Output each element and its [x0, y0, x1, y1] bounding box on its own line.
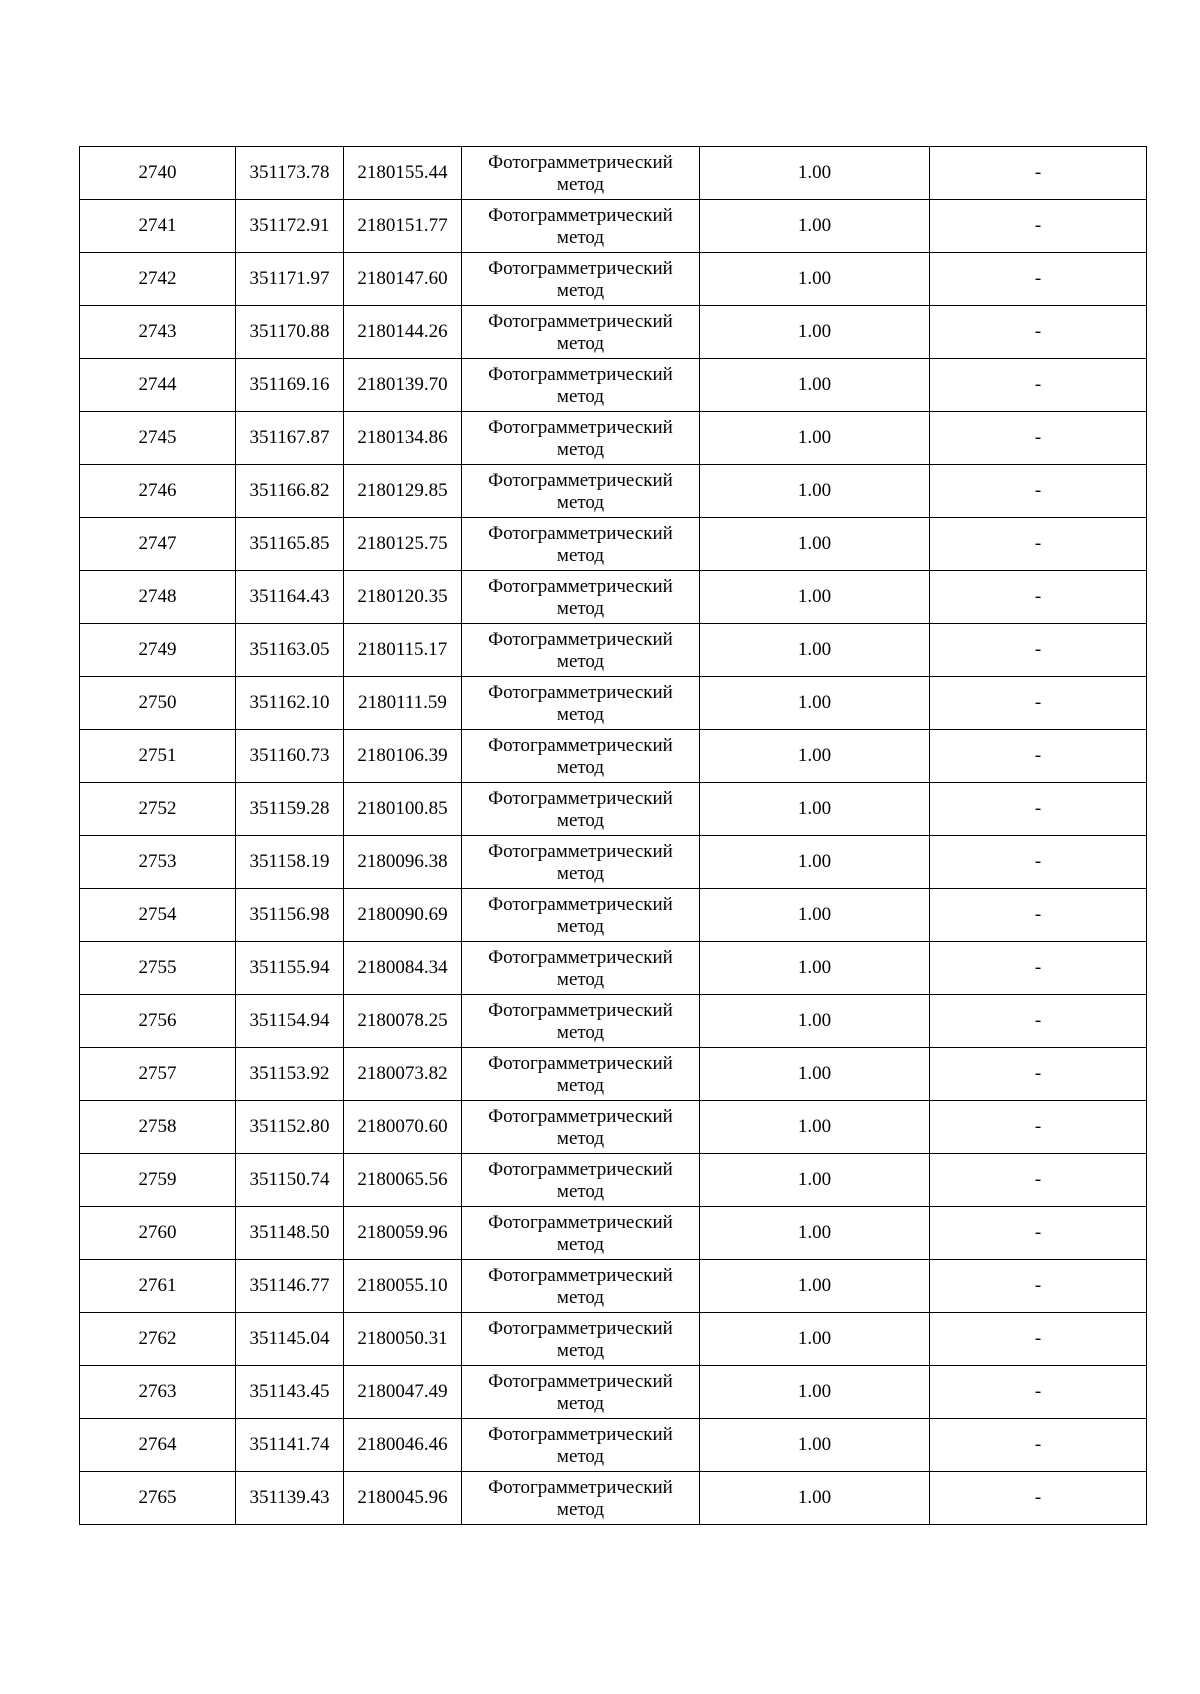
note-cell: -: [930, 571, 1147, 624]
y-coordinate-cell: 2180090.69: [344, 889, 462, 942]
y-coordinate-cell: 2180120.35: [344, 571, 462, 624]
point-number-cell: 2742: [80, 253, 236, 306]
x-coordinate-cell: 351143.45: [236, 1366, 344, 1419]
accuracy-cell: 1.00: [700, 624, 930, 677]
note-cell: -: [930, 677, 1147, 730]
method-line-2: метод: [556, 333, 605, 354]
method-line-2: метод: [556, 1446, 605, 1467]
y-coordinate-cell: 2180139.70: [344, 359, 462, 412]
accuracy-cell: 1.00: [700, 571, 930, 624]
method-line-2: метод: [556, 386, 605, 407]
method-cell: [462, 836, 700, 889]
note-cell: -: [930, 200, 1147, 253]
method-cell: [462, 518, 700, 571]
method-line-1: Фотограмметрический: [488, 152, 673, 173]
y-coordinate-cell: 2180084.34: [344, 942, 462, 995]
table-row: [80, 465, 1147, 518]
y-coordinate-cell: 2180155.44: [344, 147, 462, 200]
method-cell: [462, 1260, 700, 1313]
table-row: [80, 200, 1147, 253]
method-line-2: метод: [556, 174, 605, 195]
y-coordinate-cell: 2180096.38: [344, 836, 462, 889]
point-number-cell: 2764: [80, 1419, 236, 1472]
x-coordinate-cell: 351158.19: [236, 836, 344, 889]
coordinates-table-body: [80, 147, 1147, 1525]
x-coordinate-cell: 351166.82: [236, 465, 344, 518]
method-line-1: Фотограмметрический: [488, 1159, 673, 1180]
y-coordinate-cell: 2180059.96: [344, 1207, 462, 1260]
table-row: [80, 1472, 1147, 1525]
accuracy-cell: 1.00: [700, 1419, 930, 1472]
method-line-1: Фотограмметрический: [488, 1265, 673, 1286]
x-coordinate-cell: 351164.43: [236, 571, 344, 624]
note-cell: -: [930, 1101, 1147, 1154]
table-row: [80, 147, 1147, 200]
method-line-2: метод: [556, 1393, 605, 1414]
point-number-cell: 2753: [80, 836, 236, 889]
x-coordinate-cell: 351165.85: [236, 518, 344, 571]
point-number-cell: 2750: [80, 677, 236, 730]
point-number-cell: 2745: [80, 412, 236, 465]
table-row: [80, 306, 1147, 359]
x-coordinate-cell: 351148.50: [236, 1207, 344, 1260]
method-line-2: метод: [556, 1075, 605, 1096]
table-row: [80, 1313, 1147, 1366]
point-number-cell: 2759: [80, 1154, 236, 1207]
method-cell: [462, 147, 700, 200]
table-row: [80, 677, 1147, 730]
method-cell: [462, 1048, 700, 1101]
note-cell: -: [930, 1260, 1147, 1313]
point-number-cell: 2740: [80, 147, 236, 200]
method-cell: [462, 359, 700, 412]
note-cell: -: [930, 1048, 1147, 1101]
method-line-1: Фотограмметрический: [488, 1318, 673, 1339]
x-coordinate-cell: 351156.98: [236, 889, 344, 942]
method-line-1: Фотограмметрический: [488, 364, 673, 385]
point-number-cell: 2760: [80, 1207, 236, 1260]
x-coordinate-cell: 351146.77: [236, 1260, 344, 1313]
y-coordinate-cell: 2180047.49: [344, 1366, 462, 1419]
x-coordinate-cell: 351154.94: [236, 995, 344, 1048]
method-cell: [462, 1419, 700, 1472]
method-line-2: метод: [556, 1181, 605, 1202]
method-line-1: Фотограмметрический: [488, 682, 673, 703]
table-row: [80, 1207, 1147, 1260]
method-line-1: Фотограмметрический: [488, 1212, 673, 1233]
method-cell: [462, 1366, 700, 1419]
method-line-1: Фотограмметрический: [488, 311, 673, 332]
point-number-cell: 2741: [80, 200, 236, 253]
y-coordinate-cell: 2180144.26: [344, 306, 462, 359]
accuracy-cell: 1.00: [700, 1154, 930, 1207]
accuracy-cell: 1.00: [700, 783, 930, 836]
note-cell: -: [930, 1313, 1147, 1366]
method-cell: [462, 783, 700, 836]
method-line-2: метод: [556, 704, 605, 725]
point-number-cell: 2747: [80, 518, 236, 571]
accuracy-cell: 1.00: [700, 836, 930, 889]
note-cell: -: [930, 253, 1147, 306]
method-cell: [462, 1472, 700, 1525]
method-cell: [462, 889, 700, 942]
method-line-1: Фотограмметрический: [488, 894, 673, 915]
table-row: [80, 1048, 1147, 1101]
point-number-cell: 2755: [80, 942, 236, 995]
point-number-cell: 2762: [80, 1313, 236, 1366]
method-line-1: Фотограмметрический: [488, 258, 673, 279]
note-cell: -: [930, 306, 1147, 359]
method-line-1: Фотограмметрический: [488, 841, 673, 862]
note-cell: -: [930, 359, 1147, 412]
accuracy-cell: 1.00: [700, 253, 930, 306]
method-cell: [462, 1154, 700, 1207]
accuracy-cell: 1.00: [700, 889, 930, 942]
y-coordinate-cell: 2180050.31: [344, 1313, 462, 1366]
point-number-cell: 2761: [80, 1260, 236, 1313]
x-coordinate-cell: 351155.94: [236, 942, 344, 995]
x-coordinate-cell: 351153.92: [236, 1048, 344, 1101]
x-coordinate-cell: 351172.91: [236, 200, 344, 253]
table-row: [80, 889, 1147, 942]
y-coordinate-cell: 2180134.86: [344, 412, 462, 465]
method-line-1: Фотограмметрический: [488, 1371, 673, 1392]
y-coordinate-cell: 2180147.60: [344, 253, 462, 306]
table-row: [80, 253, 1147, 306]
x-coordinate-cell: 351171.97: [236, 253, 344, 306]
accuracy-cell: 1.00: [700, 1101, 930, 1154]
note-cell: -: [930, 412, 1147, 465]
note-cell: -: [930, 624, 1147, 677]
note-cell: -: [930, 1207, 1147, 1260]
y-coordinate-cell: 2180125.75: [344, 518, 462, 571]
point-number-cell: 2746: [80, 465, 236, 518]
point-number-cell: 2756: [80, 995, 236, 1048]
table-row: [80, 1154, 1147, 1207]
method-line-2: метод: [556, 1287, 605, 1308]
point-number-cell: 2752: [80, 783, 236, 836]
note-cell: -: [930, 942, 1147, 995]
method-line-1: Фотограмметрический: [488, 1106, 673, 1127]
method-cell: [462, 995, 700, 1048]
x-coordinate-cell: 351163.05: [236, 624, 344, 677]
x-coordinate-cell: 351173.78: [236, 147, 344, 200]
method-cell: [462, 1313, 700, 1366]
method-line-1: Фотограмметрический: [488, 1053, 673, 1074]
note-cell: -: [930, 836, 1147, 889]
method-line-2: метод: [556, 598, 605, 619]
method-line-2: метод: [556, 1499, 605, 1520]
point-number-cell: 2751: [80, 730, 236, 783]
method-line-1: Фотограмметрический: [488, 523, 673, 544]
method-line-1: Фотограмметрический: [488, 1000, 673, 1021]
y-coordinate-cell: 2180106.39: [344, 730, 462, 783]
method-line-1: Фотограмметрический: [488, 470, 673, 491]
table-row: [80, 836, 1147, 889]
point-number-cell: 2763: [80, 1366, 236, 1419]
point-number-cell: 2744: [80, 359, 236, 412]
accuracy-cell: 1.00: [700, 995, 930, 1048]
method-cell: [462, 624, 700, 677]
method-line-2: метод: [556, 1340, 605, 1361]
accuracy-cell: 1.00: [700, 1366, 930, 1419]
point-number-cell: 2748: [80, 571, 236, 624]
method-line-1: Фотограмметрический: [488, 1477, 673, 1498]
x-coordinate-cell: 351167.87: [236, 412, 344, 465]
method-cell: [462, 730, 700, 783]
x-coordinate-cell: 351162.10: [236, 677, 344, 730]
method-line-2: метод: [556, 757, 605, 778]
method-cell: [462, 253, 700, 306]
y-coordinate-cell: 2180115.17: [344, 624, 462, 677]
table-row: [80, 730, 1147, 783]
method-line-1: Фотограмметрический: [488, 735, 673, 756]
y-coordinate-cell: 2180045.96: [344, 1472, 462, 1525]
table-row: [80, 359, 1147, 412]
accuracy-cell: 1.00: [700, 1260, 930, 1313]
y-coordinate-cell: 2180073.82: [344, 1048, 462, 1101]
y-coordinate-cell: 2180111.59: [344, 677, 462, 730]
x-coordinate-cell: 351145.04: [236, 1313, 344, 1366]
accuracy-cell: 1.00: [700, 677, 930, 730]
method-cell: [462, 677, 700, 730]
note-cell: -: [930, 730, 1147, 783]
method-line-1: Фотограмметрический: [488, 576, 673, 597]
table-row: [80, 518, 1147, 571]
method-line-2: метод: [556, 1128, 605, 1149]
method-line-2: метод: [556, 492, 605, 513]
x-coordinate-cell: 351150.74: [236, 1154, 344, 1207]
point-number-cell: 2757: [80, 1048, 236, 1101]
accuracy-cell: 1.00: [700, 306, 930, 359]
accuracy-cell: 1.00: [700, 412, 930, 465]
method-line-1: Фотограмметрический: [488, 1424, 673, 1445]
accuracy-cell: 1.00: [700, 147, 930, 200]
accuracy-cell: 1.00: [700, 1472, 930, 1525]
y-coordinate-cell: 2180151.77: [344, 200, 462, 253]
x-coordinate-cell: 351169.16: [236, 359, 344, 412]
note-cell: -: [930, 783, 1147, 836]
table-row: [80, 1101, 1147, 1154]
method-line-1: Фотограмметрический: [488, 947, 673, 968]
method-line-2: метод: [556, 1022, 605, 1043]
note-cell: -: [930, 518, 1147, 571]
method-line-2: метод: [556, 969, 605, 990]
accuracy-cell: 1.00: [700, 518, 930, 571]
note-cell: -: [930, 1154, 1147, 1207]
method-line-1: Фотограмметрический: [488, 788, 673, 809]
method-line-2: метод: [556, 810, 605, 831]
method-line-2: метод: [556, 1234, 605, 1255]
method-line-2: метод: [556, 227, 605, 248]
coordinates-table: [79, 146, 1147, 1525]
table-row: [80, 783, 1147, 836]
method-line-1: Фотограмметрический: [488, 417, 673, 438]
note-cell: -: [930, 147, 1147, 200]
method-cell: [462, 412, 700, 465]
method-line-2: метод: [556, 863, 605, 884]
accuracy-cell: 1.00: [700, 465, 930, 518]
note-cell: -: [930, 1419, 1147, 1472]
x-coordinate-cell: 351139.43: [236, 1472, 344, 1525]
point-number-cell: 2743: [80, 306, 236, 359]
method-line-2: метод: [556, 545, 605, 566]
note-cell: -: [930, 889, 1147, 942]
note-cell: -: [930, 995, 1147, 1048]
method-cell: [462, 571, 700, 624]
table-row: [80, 995, 1147, 1048]
table-row: [80, 1419, 1147, 1472]
accuracy-cell: 1.00: [700, 200, 930, 253]
method-line-2: метод: [556, 280, 605, 301]
method-cell: [462, 200, 700, 253]
method-line-1: Фотограмметрический: [488, 629, 673, 650]
table-row: [80, 624, 1147, 677]
method-cell: [462, 1207, 700, 1260]
accuracy-cell: 1.00: [700, 359, 930, 412]
method-line-1: Фотограмметрический: [488, 205, 673, 226]
point-number-cell: 2758: [80, 1101, 236, 1154]
y-coordinate-cell: 2180129.85: [344, 465, 462, 518]
y-coordinate-cell: 2180078.25: [344, 995, 462, 1048]
method-cell: [462, 465, 700, 518]
method-line-2: метод: [556, 916, 605, 937]
table-row: [80, 1260, 1147, 1313]
note-cell: -: [930, 1472, 1147, 1525]
method-cell: [462, 1101, 700, 1154]
x-coordinate-cell: 351141.74: [236, 1419, 344, 1472]
point-number-cell: 2765: [80, 1472, 236, 1525]
x-coordinate-cell: 351160.73: [236, 730, 344, 783]
note-cell: -: [930, 465, 1147, 518]
method-line-2: метод: [556, 439, 605, 460]
table-row: [80, 571, 1147, 624]
table-row: [80, 942, 1147, 995]
point-number-cell: 2754: [80, 889, 236, 942]
table-row: [80, 412, 1147, 465]
accuracy-cell: 1.00: [700, 1313, 930, 1366]
point-number-cell: 2749: [80, 624, 236, 677]
x-coordinate-cell: 351170.88: [236, 306, 344, 359]
table-row: [80, 1366, 1147, 1419]
accuracy-cell: 1.00: [700, 1048, 930, 1101]
y-coordinate-cell: 2180046.46: [344, 1419, 462, 1472]
y-coordinate-cell: 2180065.56: [344, 1154, 462, 1207]
accuracy-cell: 1.00: [700, 730, 930, 783]
accuracy-cell: 1.00: [700, 942, 930, 995]
y-coordinate-cell: 2180070.60: [344, 1101, 462, 1154]
note-cell: -: [930, 1366, 1147, 1419]
x-coordinate-cell: 351152.80: [236, 1101, 344, 1154]
method-cell: [462, 942, 700, 995]
y-coordinate-cell: 2180100.85: [344, 783, 462, 836]
method-cell: [462, 306, 700, 359]
y-coordinate-cell: 2180055.10: [344, 1260, 462, 1313]
x-coordinate-cell: 351159.28: [236, 783, 344, 836]
accuracy-cell: 1.00: [700, 1207, 930, 1260]
method-line-2: метод: [556, 651, 605, 672]
